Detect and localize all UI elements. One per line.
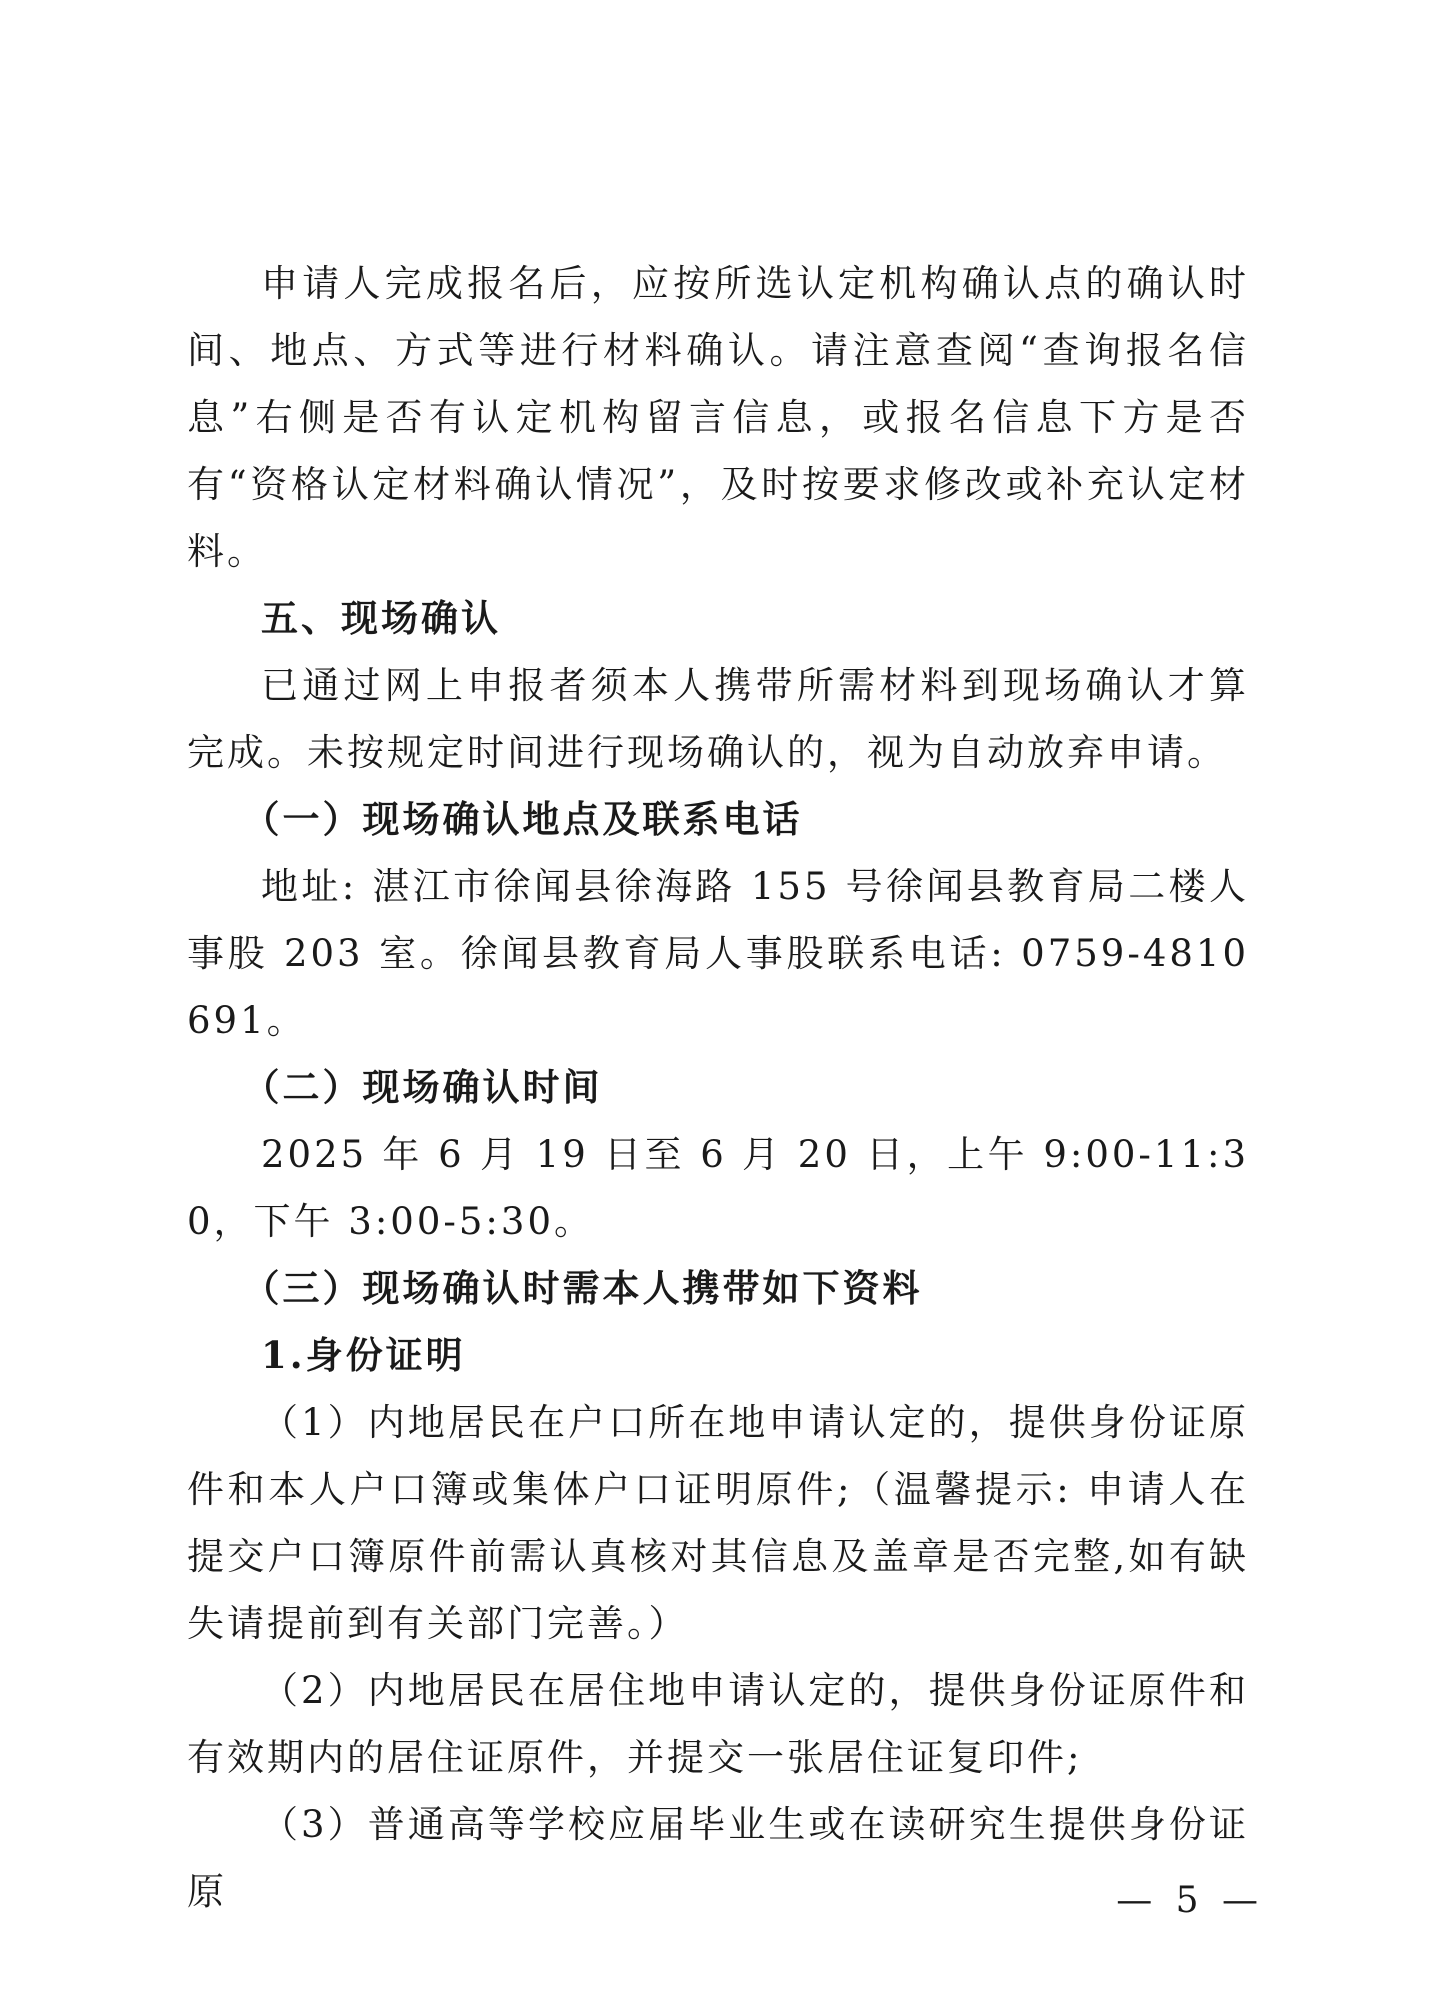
subheading-required-materials: （三）现场确认时需本人携带如下资料 <box>242 1266 923 1310</box>
paragraph-time: 2025 年 6 月 19 日至 6 月 20 日，上午 9:00-11:30，下午 3:00-5:30。 <box>187 1133 1249 1243</box>
page-number: — 5 — <box>1116 1880 1264 1921</box>
section-heading-onsite-confirmation: 五、现场确认 <box>261 596 501 640</box>
paragraph-item-3: （3）普通高等学校应届毕业生或在读研究生提供身份证原 <box>187 1803 1249 1913</box>
document-body <box>187 250 1249 1925</box>
paragraph-material-confirmation: 申请人完成报名后，应按所选认定机构确认点的确认时间、地点、方式等进行材料确认。请注意查阅“查询报名信息”右侧是否有认定机构留言信息，或报名信息下方是否有“资格认定材料确认情况”，及时按要求修改或补充认定材料。 <box>187 262 1249 573</box>
paragraph-item-1: （1）内地居民在户口所在地申请认定的，提供身份证原件和本人户口簿或集体户口证明原件;（温馨提示: 申请人在提交户口簿原件前需认真核对其信息及盖章是否完整,如有缺失请提前到有关部门完善。） <box>187 1401 1249 1645</box>
subheading-location-phone: （一）现场确认地点及联系电话 <box>242 797 803 841</box>
heading-identity-proof: 1.身份证明 <box>261 1333 466 1377</box>
paragraph-onsite-requirement: 已通过网上申报者须本人携带所需材料到现场确认才算完成。未按规定时间进行现场确认的，视为自动放弃申请。 <box>187 664 1249 774</box>
subheading-confirmation-time: （二）现场确认时间 <box>242 1065 603 1109</box>
paragraph-address: 地址: 湛江市徐闻县徐海路 155 号徐闻县教育局二楼人事股 203 室。徐闻县教育局人事股联系电话: 0759-4810691。 <box>187 865 1249 1042</box>
paragraph-item-2: （2）内地居民在居住地申请认定的，提供身份证原件和有效期内的居住证原件，并提交一张居住证复印件; <box>187 1669 1249 1779</box>
